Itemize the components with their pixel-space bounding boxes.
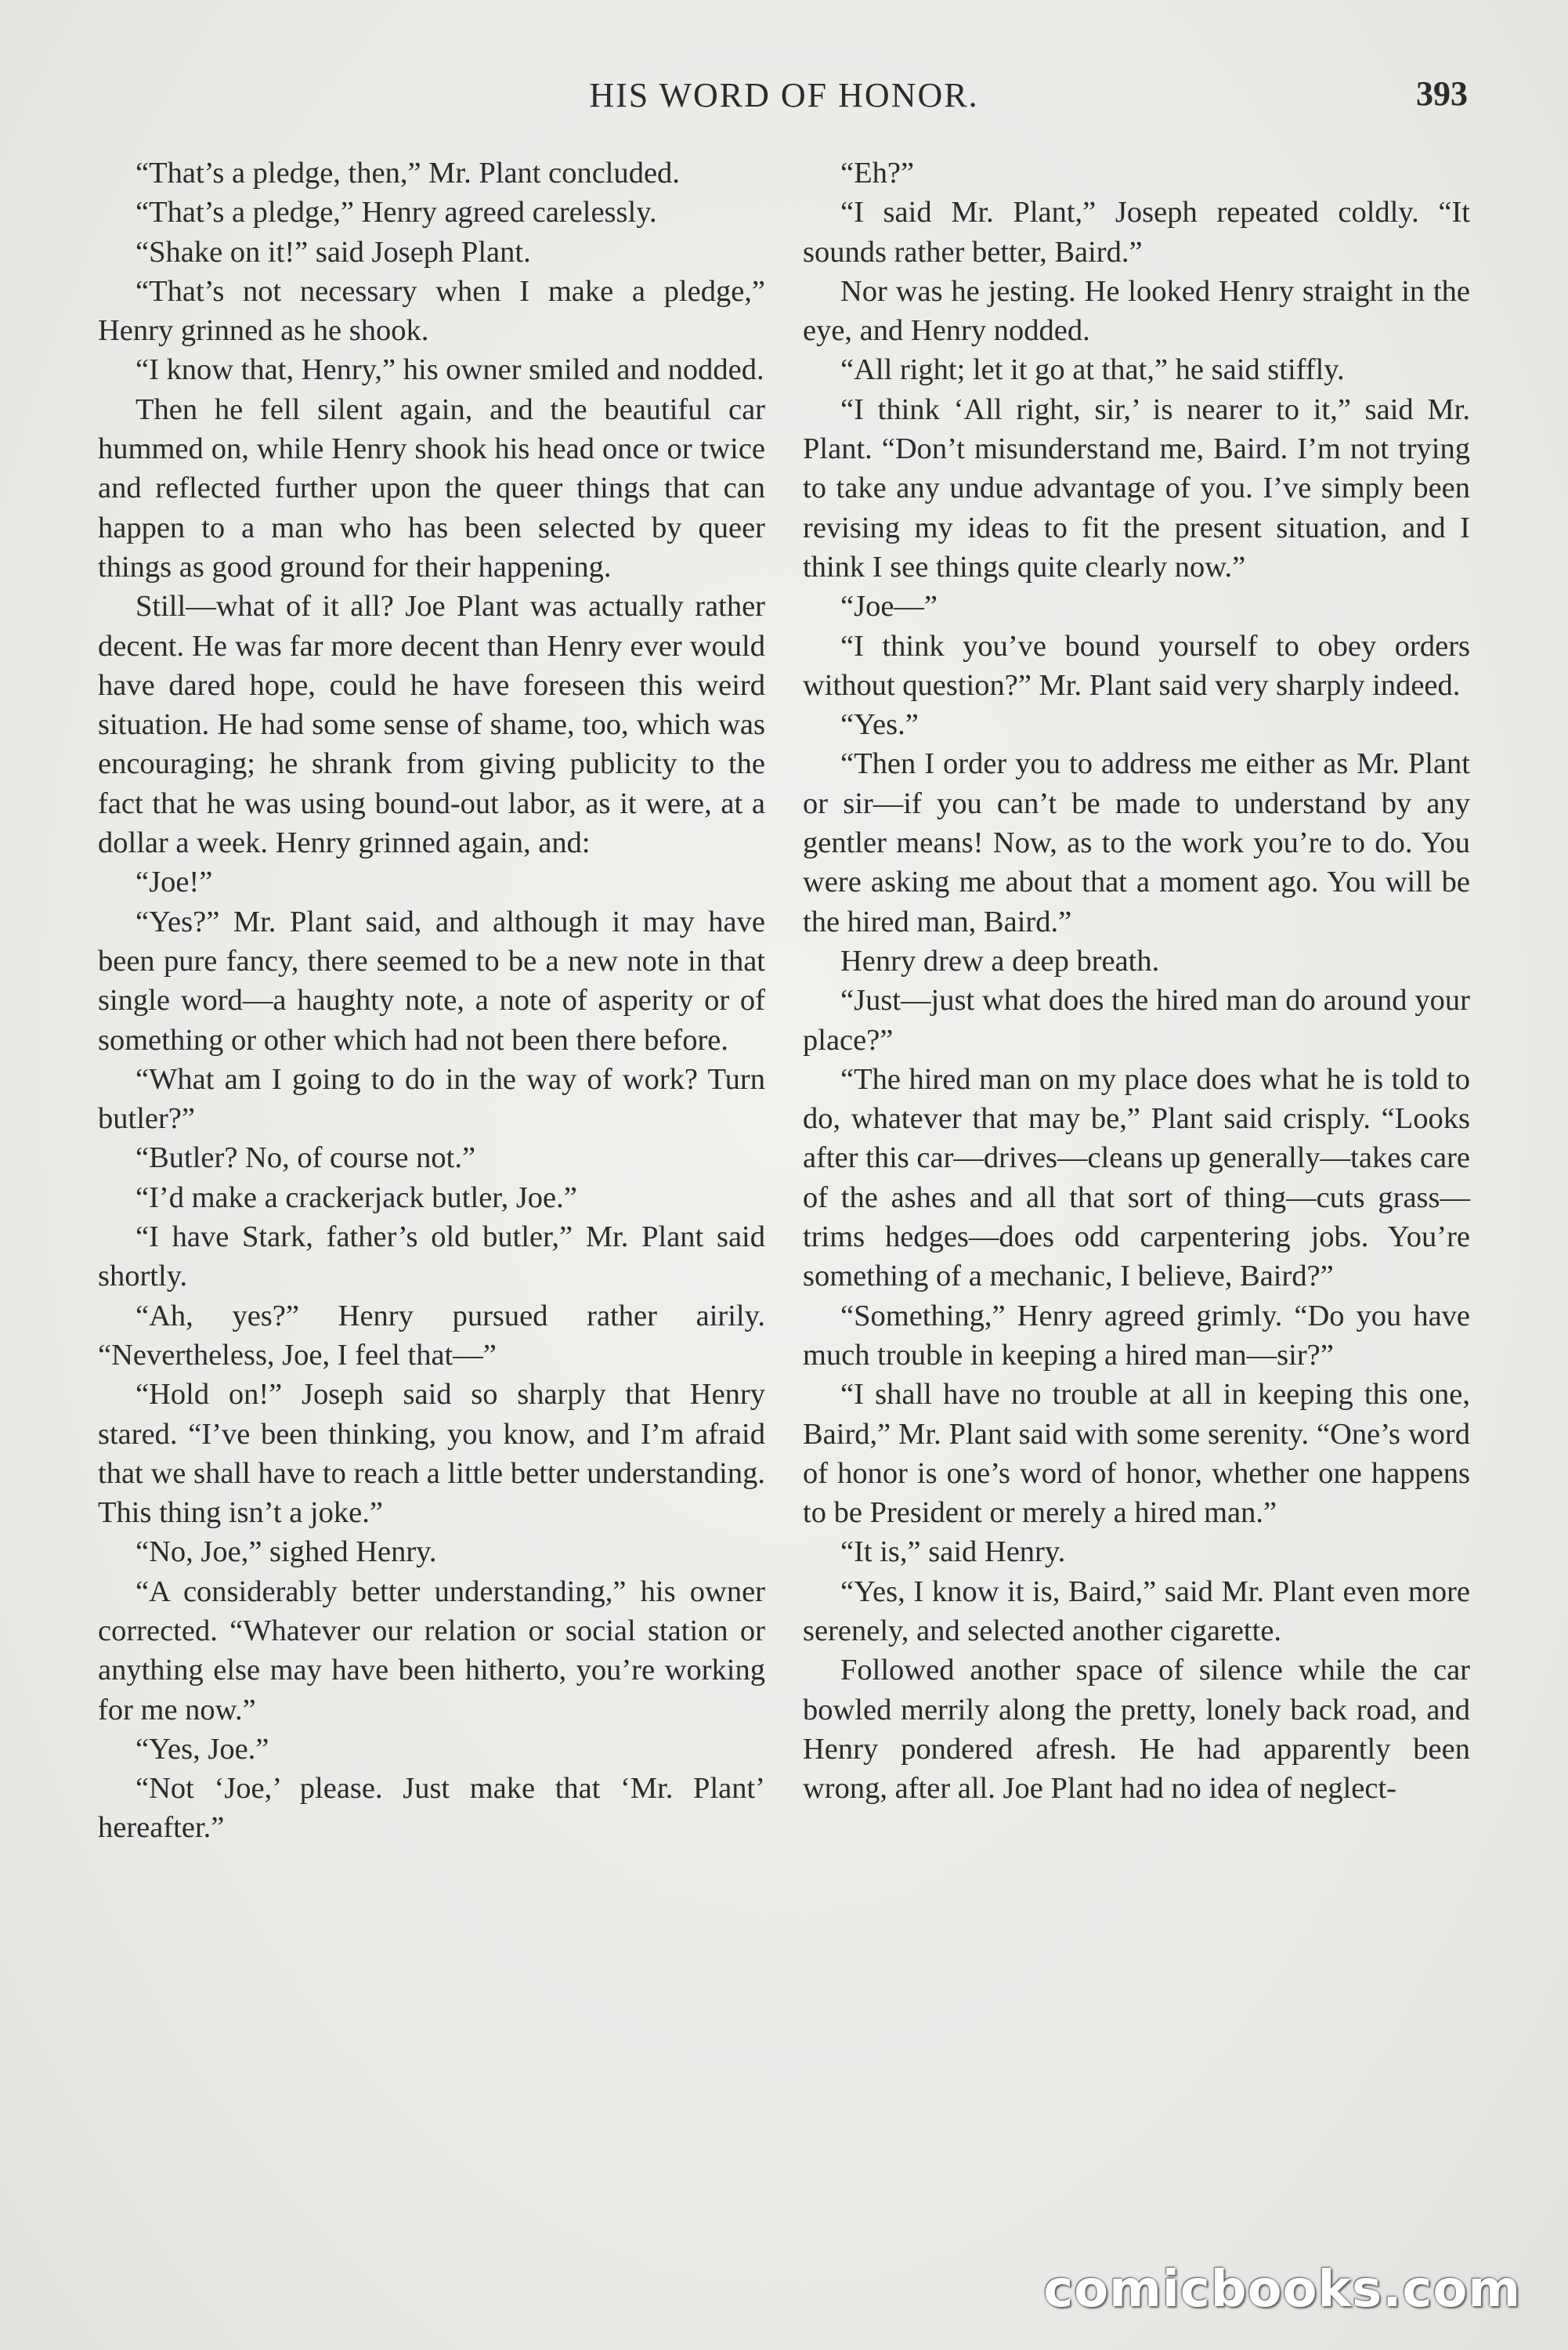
page-number: 393 (1416, 74, 1468, 113)
paragraph: “Yes?” Mr. Plant said, and although it may have been pure fancy, there seemed to be a new note in that single word—a haughty note, a note of asperity or of something or other which had not been there before. (98, 905, 765, 1057)
paragraph: Followed another space of silence while the car bowled merrily along the pretty, lonely back road, and Henry pondered afresh. He had apparently been wrong, after all. Joe Plant had no idea of neglect- (803, 1654, 1470, 1806)
text-column-left (98, 154, 765, 1848)
paragraph: Henry drew a deep breath. (840, 944, 1160, 978)
paragraph: “That’s a pledge, then,” Mr. Plant concluded. (135, 157, 680, 190)
paragraph: “The hired man on my place does what he is told to do, whatever that may be,” Plant said crisply. “Looks after this car—drives—cleans up generally—takes care of the ashes and all that sort of thing—cuts grass—trims hedges—does odd carpentering jobs. You’re something of a mechanic, I believe, Baird?” (803, 1062, 1470, 1293)
paragraph: Nor was he jesting. He looked Henry straight in the eye, and Henry nodded. (803, 274, 1470, 348)
paragraph: “I think you’ve bound yourself to obey orders without question?” Mr. Plant said very sharply indeed. (803, 629, 1470, 702)
paragraph: “That’s a pledge,” Henry agreed carelessly. (135, 196, 657, 230)
paragraph: “Just—just what does the hired man do around your place?” (803, 984, 1470, 1057)
paragraph: “What am I going to do in the way of work? Turn butler?” (98, 1062, 765, 1136)
paragraph: “Not ‘Joe,’ please. Just make that ‘Mr. Plant’ hereafter.” (98, 1772, 765, 1845)
paragraph: “Yes, Joe.” (135, 1732, 269, 1766)
paragraph: “Joe!” (135, 866, 213, 899)
paragraph: “Eh?” (840, 157, 915, 190)
paragraph: “I know that, Henry,” his owner smiled and nodded. (135, 353, 764, 387)
paragraph: “A considerably better understanding,” his owner corrected. “Whatever our relation or social station or anything else may have been hitherto, you’re working for me now.” (98, 1574, 765, 1726)
page-header (0, 75, 1568, 122)
paragraph: “That’s not necessary when I make a pledge,” Henry grinned as he shook. (98, 274, 765, 348)
paragraph: “No, Joe,” sighed Henry. (135, 1535, 437, 1569)
paragraph: “Then I order you to address me either as Mr. Plant or sir—if you can’t be made to understand by any gentler means! Now, as to the work you’re to do. You were asking me about that a moment ago. You will be the hired man, Baird.” (803, 747, 1470, 938)
paragraph: “I think ‘All right, sir,’ is nearer to it,” said Mr. Plant. “Don’t misunderstand me, Baird. I’m not trying to take any undue advantage of you. I’ve simply been revising my ideas to fit the present situation, and I think I see things quite clearly now.” (803, 392, 1470, 584)
paragraph: “Shake on it!” said Joseph Plant. (135, 235, 531, 269)
paragraph: “Yes.” (840, 708, 919, 742)
running-title: HIS WORD OF HONOR. (589, 76, 979, 114)
paragraph: “It is,” said Henry. (840, 1535, 1066, 1569)
paragraph: “Butler? No, of course not.” (135, 1141, 476, 1175)
paragraph: “I said Mr. Plant,” Joseph repeated coldly. “It sounds rather better, Baird.” (803, 196, 1470, 269)
paragraph: “Ah, yes?” Henry pursued rather airily. “Nevertheless, Joe, I feel that—” (98, 1299, 765, 1372)
paragraph: Still—what of it all? Joe Plant was actually rather decent. He was far more decent than Henry ever would have dared hope, could he have foreseen this weird situation. He had some sense of shame, too, which was encouraging; he shrank from giving publicity to the fact that he was using bound-out labor, as it were, at a dollar a week. Henry grinned again, and: (98, 590, 765, 860)
paragraph: Then he fell silent again, and the beautiful car hummed on, while Henry shook his head once or twice and reflected further upon the queer things that can happen to a man who has been selected by queer things as good ground for their happening. (98, 392, 765, 584)
paragraph: “Hold on!” Joseph said so sharply that Henry stared. “I’ve been thinking, you know, and I’m afraid that we shall have to reach a little better understanding. This thing isn’t a joke.” (98, 1378, 765, 1530)
paragraph: “Joe—” (840, 590, 938, 624)
paragraph: “I’d make a crackerjack butler, Joe.” (135, 1180, 577, 1214)
paragraph: “I shall have no trouble at all in keeping this one, Baird,” Mr. Plant said with some serenity. “One’s word of honor is one’s word of honor, whether one happens to be President or merely a hired man.” (803, 1378, 1470, 1530)
paragraph: “All right; let it go at that,” he said stiffly. (840, 353, 1345, 387)
paragraph: “Something,” Henry agreed grimly. “Do you have much trouble in keeping a hired man—sir?” (803, 1299, 1470, 1372)
paragraph: “I have Stark, father’s old butler,” Mr. Plant said shortly. (98, 1220, 765, 1293)
text-column-right (803, 154, 1470, 1808)
paragraph: “Yes, I know it is, Baird,” said Mr. Plant even more serenely, and selected another cigarette. (803, 1574, 1470, 1647)
watermark: comicbooks.com (1043, 2261, 1521, 2319)
